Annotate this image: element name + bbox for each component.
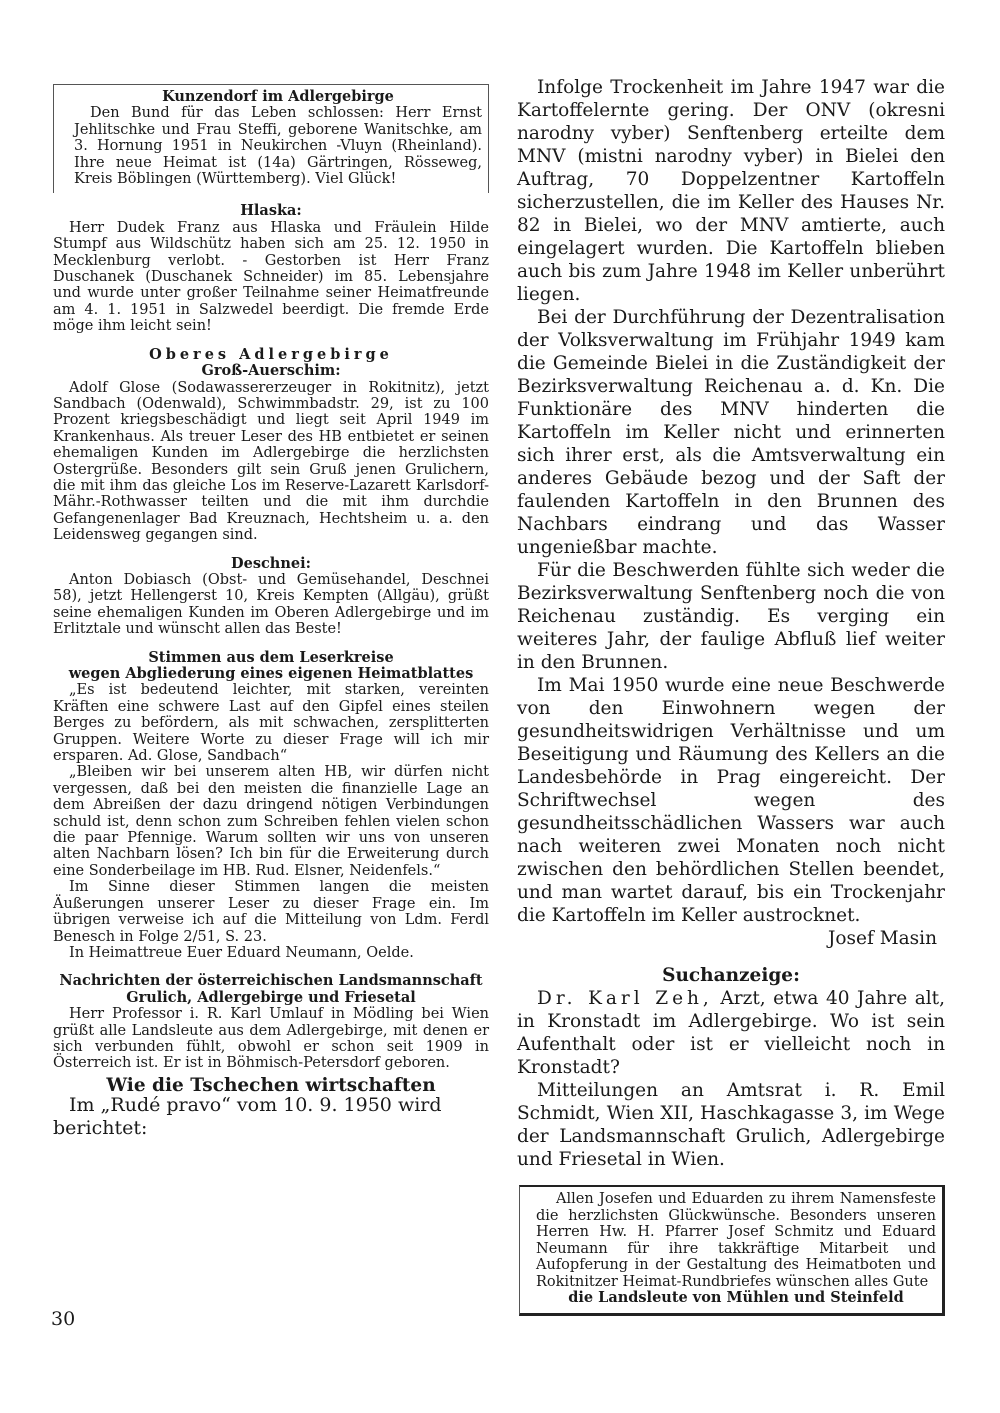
letter-quote-elsner: „Bleiben wir bei unserem alten HB, wir dürfen nicht vergessen, daß bei den meisten die finanzielle Lage an dem Abreißen der dazu dringend nötigen Verbindungen schuld ist, denn schon zum Schreiben fehlen vielen schon die paar Pfennige. Warum sollten wir uns von unseren alten Nachbarn lösen? Ich bin für die Erweiterung durch eine Sonderbeilage im HB. Rud. Elsner, Neidenfels.“ [53,764,489,879]
article-paragraph-2: Bei der Durchführung der Dezentralisation der Volksverwaltung im Frühjahr 1949 kam die Gemeinde Bielei in die Zuständigkeit der Bezirksverwaltung Reichenau a. d. Kn. Die Funktionäre des MNV hinderten die Kartoffeln im Keller nicht und erinnerten sich ihrer erst, als die Amtsverwaltung ein anderes Gebäude bezog und der Saft der faulenden Kartoffeln in den Brunnen des Nachbars eindrang und das Wasser ungenießbar machte. [517,307,945,558]
search-notice-description: Arzt, etwa 40 Jahre alt, in Kronstadt im Adlergebirge. Wo ist sein Aufenthalt oder ist er vielleicht noch in Kronstadt? [517,988,946,1078]
letter-quote-glose: „Es ist bedeutend leichter, mit starken, vereinten Kräften eine schwere Last auf den Gipfel eines steilen Berges zu befördern, als mit schwachen, zersplitterten Gruppen. Weitere Worte zu dieser Frage will ich mir ersparen. Ad. Glose, Sandbach“ [53,682,489,765]
section-title-tschechen: Wie die Tschechen wirtschaften [106,1074,436,1096]
section-title-hlaska: Hlaska: [240,202,302,220]
section-subtitle-gross-auerschim: Groß-Auerschim: [201,362,341,380]
editor-signoff: In Heimattreue Euer Eduard Neumann, Oelde. [69,944,414,961]
tschechen-intro: Im „Rudé pravo“ vom 10. 9. 1950 wird berichtet: [53,1094,442,1140]
greeting-text: Allen Josefen und Eduarden zu ihrem Namensfeste die herzlichsten Glückwünsche. Besonders unseren Herren Hw. H. Pfarrer Josef Schmitz und Eduard Neumann für ihre takkräftige Mitarbeit und Aufopferung in der Gestaltung des Heimatboten und Rokitnitzer Heimat-Rundbriefes wünschen alles Gute [536,1191,936,1290]
search-notice-title: Suchanzeige: [662,965,800,986]
article-paragraph-1: Infolge Trockenheit im Jahre 1947 war die Kartoffelernte gering. Der ONV (okresni narodny vyber) Senftenberg erteilte dem MNV (mistni narodny vyber) in Bielei den Auftrag, 70 Doppelzentner Kartoffeln sicherzustellen, die im Keller des Hauses Nr. 82 in Bielei, wo der MNV amtierte, auch eingelagert wurden. Die Kartoffeln blieben auch bis zum Jahre 1948 im Keller unberührt liegen. [517,77,945,305]
hlaska-text: Herr Dudek Franz aus Hlaska und Fräulein Hilde Stumpf aus Wildschütz haben sich am 25. 12. 1950 in Mecklenburg verlobt. - Gestorben ist Herr Franz Duschanek (Duschanek Schneider) im 85. Lebensjahre und wurde unter großer Teilnahme seiner Heimatfreunde am 4. 1. 1951 in Salzwedel beerdigt. Die fremde Erde möge ihm leicht sein! [53,219,489,335]
search-notice-text [517,987,945,1079]
section-title-deschnei: Deschnei: [231,554,311,572]
article-signature: Josef Masin [827,928,937,949]
search-notice-contact: Mitteilungen an Amtsrat i. R. Emil Schmidt, Wien XII, Haschkagasse 3, im Wege der Landsmannschaft Grulich, Adlergebirge und Friesetal in Wien. [517,1080,945,1170]
editor-note: Im Sinne dieser Stimmen langen die meisten Äußerungen unserer Leser zu dieser Frage ein. Im übrigen verweise ich auf die Mitteilung von Ldm. Ferdl Benesch in Folge 2/51, S. 23. [53,879,489,945]
wedding-notice-text: Den Bund für das Leben schlossen: Herr Ernst Jehlitschke und Frau Steffi, geborene Wanitschke, am 3. Hornung 1951 in Neukirchen -Vluyn (Rheinland). Ihre neue Heimat ist (14a) Gärtringen, Rösseweg, Kreis Böblingen (Württemberg). Viel Glück! [74,105,482,188]
section-title-kunzendorf: Kunzendorf im Adlergebirge [162,88,394,105]
article-paragraph-4: Im Mai 1950 wurde eine neue Beschwerde von den Einwohnern wegen der gesundheitswidrigen Verhältnisse und um Beseitigung und Räumung des Kellers an die Landesbehörde in Prag eingereicht. Der Schriftwechsel wegen des gesundheitsschädlichen Wassers war auch nach weiteren zwei Monaten noch nicht zwischen den behördlichen Stellen beendet, und man wartet darauf, bis ein Trockenjahr die Kartoffeln im Keller austrocknet. [517,675,945,926]
section-title-landsmannschaft: Nachrichten der österreichischen Landsmannschaft Grulich, Adlergebirge und Friesetal [59,972,483,1006]
greeting-signature: die Landsleute von Mühlen und Steinfeld [568,1289,904,1306]
deschnei-text: Anton Dobiasch (Obst- und Gemüsehandel, Deschnei 58), jetzt Hellengerst 10, Kreis Kempten (Allgäu), grüßt seine ehemaligen Kunden im Oberen Adlergebirge und im Erlitztale und wünscht allen das Beste! [53,571,489,638]
right-column [517,76,945,1316]
left-column [53,84,489,1140]
greeting-box [519,1185,945,1316]
section-title-oberes-adlergebirge: Oberes Adlergebirge [149,345,393,363]
search-notice-name: Dr. Karl Zeh, [537,988,713,1009]
section-subtitle-abgliederung: wegen Abgliederung eines eigenen Heimatblattes [68,665,474,682]
article-paragraph-3: Für die Beschwerden fühlte sich weder die Bezirksverwaltung Senftenberg noch die von Reichenau zuständig. Es verging ein weiteres Jahr, der faulige Abfluß lief weiter in den Brunnen. [517,560,945,673]
gross-auerschim-text: Adolf Glose (Sodawassererzeuger in Rokitnitz), jetzt Sandbach (Odenwald), Schwimmbadstr. 29, ist zu 100 Prozent kriegsbeschädigt und liegt seit April 1949 im Krankenhaus. Als treuer Leser des HB entbietet er seinen ehemaligen Kunden im Adlergebirge die herzlichsten Ostergrüße. Besonders gilt sein Gruß jenen Grulichern, die mit ihm das gleiche Los im Reserve-Lazarett Karlsdorf-Mähr.-Rothwasser teilten und die mit ihm durchdie Gefangenenlager Bad Kreuznach, Hechtsheim u. a. den Leidensweg gegangen sind. [53,379,489,544]
wedding-notice-box [53,84,489,193]
landsmannschaft-text: Herr Professor i. R. Karl Umlauf in Mödling bei Wien grüßt alle Landsleute aus dem Adlergebirge, mit denen er sich verbunden fühlt, obwohl er schon seit 1909 in Österreich ist. Er ist in Böhmisch-Petersdorf geboren. [53,1006,489,1072]
page-number: 30 [51,1308,76,1330]
section-title-stimmen: Stimmen aus dem Leserkreise [148,648,394,666]
